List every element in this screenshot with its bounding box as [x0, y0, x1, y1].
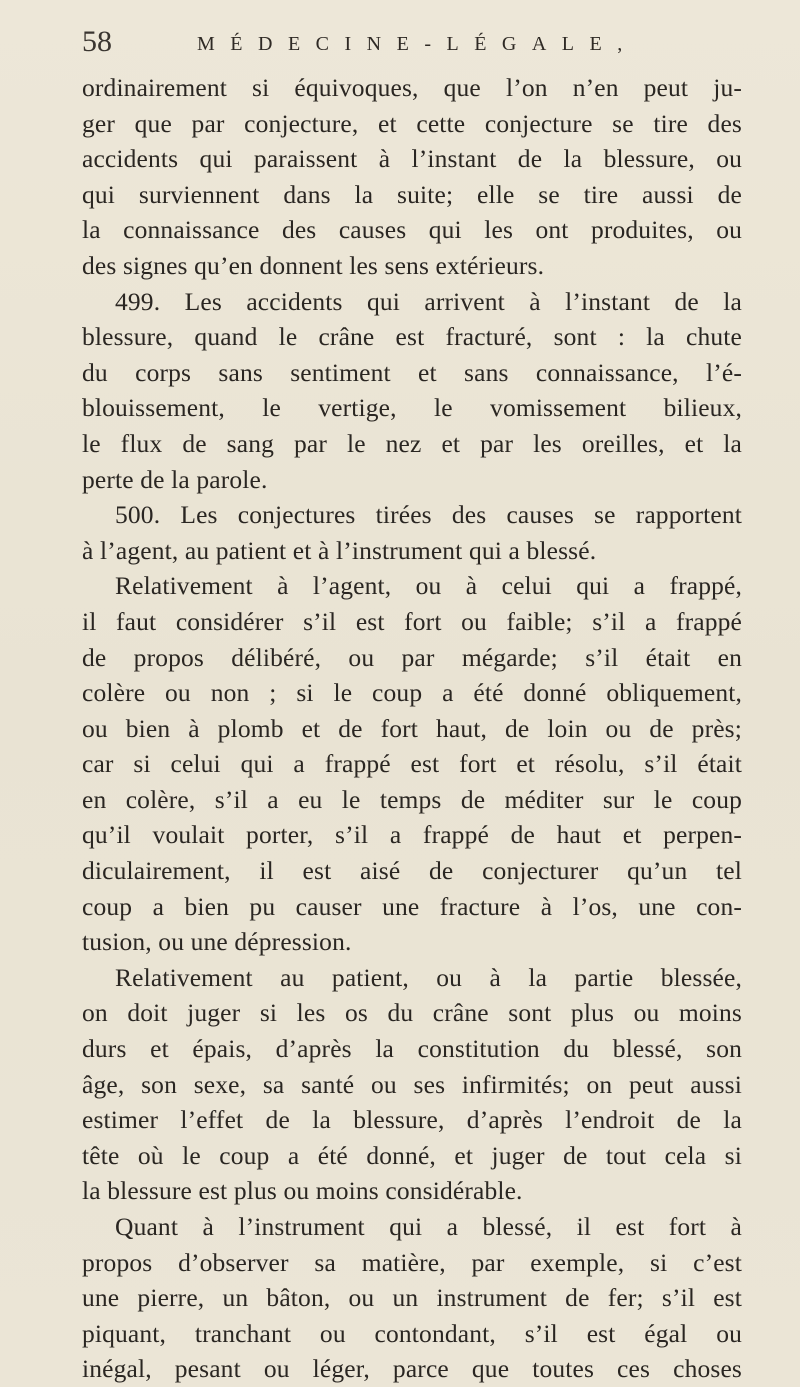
- text-line: Relativement à l’agent, ou à celui qui a frappé,: [115, 571, 742, 601]
- text-line: 499. Les accidents qui arrivent à l’instant de la: [115, 286, 742, 316]
- text-line: estimer l’effet de la blessure, d’après l’endroit de la: [82, 1105, 742, 1135]
- running-head: [82, 22, 682, 62]
- text-line: inégal, pesant ou léger, parce que toutes ces choses: [82, 1354, 742, 1384]
- text-line: une pierre, un bâton, ou un instrument de fer; s’il est: [82, 1283, 742, 1313]
- text-line: à l’agent, au patient et à l’instrument qui a blessé.: [82, 535, 597, 565]
- text-line: colère ou non ; si le coup a été donné obliquement,: [82, 678, 742, 708]
- text-line: blessure, quand le crâne est fracturé, sont : la chute: [82, 322, 742, 352]
- text-line: car si celui qui a frappé est fort et résolu, s’il était: [82, 749, 742, 779]
- text-line: en colère, s’il a eu le temps de méditer sur le coup: [82, 784, 742, 814]
- text-line: des signes qu’en donnent les sens extérieurs.: [82, 250, 545, 280]
- text-line: propos d’observer sa matière, par exemple, si c’est: [82, 1247, 742, 1277]
- text-line: perte de la parole.: [82, 464, 268, 494]
- text-line: piquant, tranchant ou contondant, s’il est égal ou: [82, 1318, 742, 1348]
- page-number: 58: [82, 25, 112, 58]
- text-line: le flux de sang par le nez et par les oreilles, et la: [82, 428, 742, 458]
- text-line: il faut considérer s’il est fort ou faible; s’il a frappé: [82, 606, 742, 636]
- text-line: âge, son sexe, sa santé ou ses infirmités; on peut aussi: [82, 1069, 742, 1099]
- running-title: MÉDECINE-LÉGALE,: [197, 33, 638, 55]
- text-line: coup a bien pu causer une fracture à l’os, une con-: [82, 891, 742, 921]
- text-line: Relativement au patient, ou à la partie blessée,: [115, 962, 742, 992]
- text-line: qu’il voulait porter, s’il a frappé de haut et perpen-: [82, 820, 742, 850]
- text-line: ordinairement si équivoques, que l’on n’en peut ju-: [82, 73, 742, 102]
- text-line: accidents qui paraissent à l’instant de la blessure, ou: [82, 144, 742, 174]
- text-line: la connaissance des causes qui les ont produites, ou: [82, 215, 742, 245]
- text-line: on doit juger si les os du crâne sont plus ou moins: [82, 998, 742, 1028]
- text-line: durs et épais, d’après la constitution du blessé, son: [82, 1034, 742, 1064]
- text-line: de propos délibéré, ou par mégarde; s’il était en: [82, 642, 742, 672]
- text-line: diculairement, il est aisé de conjecturer qu’un tel: [82, 856, 742, 886]
- body-text: [82, 70, 742, 1387]
- text-line: ou bien à plomb et de fort haut, de loin ou de près;: [82, 713, 742, 743]
- text-line: 500. Les conjectures tirées des causes se rapportent: [115, 500, 742, 530]
- text-line: qui surviennent dans la suite; elle se tire aussi de: [82, 179, 742, 209]
- text-line: du corps sans sentiment et sans connaissance, l’é-: [82, 357, 742, 387]
- text-line: tusion, ou une dépression.: [82, 927, 352, 957]
- text-line: Quant à l’instrument qui a blessé, il est fort à: [115, 1212, 742, 1241]
- text-line: blouissement, le vertige, le vomissement bilieux,: [82, 393, 742, 423]
- text-line: la blessure est plus ou moins considérable.: [82, 1176, 523, 1206]
- text-line: tête où le coup a été donné, et juger de tout cela si: [82, 1140, 742, 1170]
- text-line: ger que par conjecture, et cette conjecture se tire des: [82, 108, 742, 138]
